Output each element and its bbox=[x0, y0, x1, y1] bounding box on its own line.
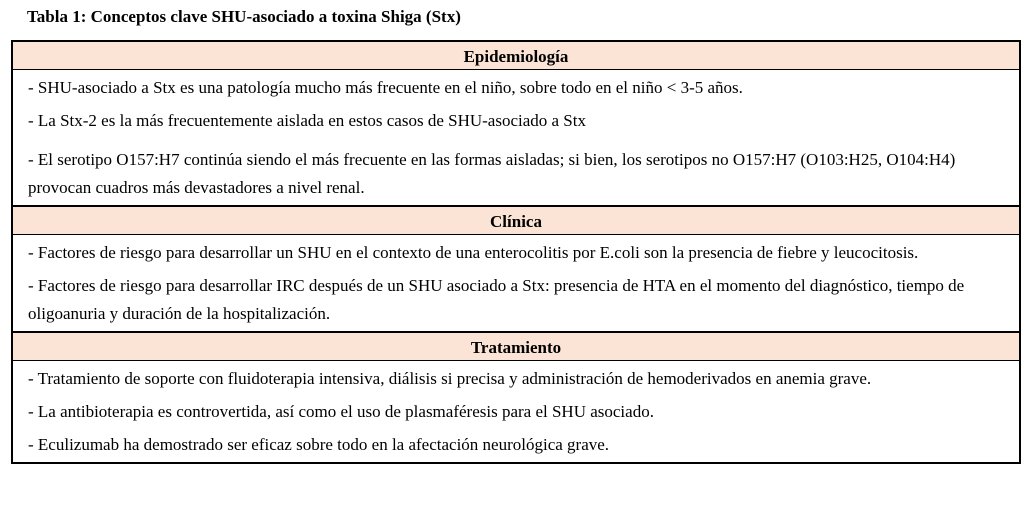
section-body-epidemiologia bbox=[13, 70, 1019, 207]
list-item: - Tratamiento de soporte con fluidoterapia intensiva, diálisis si precisa y administración de hemoderivados en anemia grave. bbox=[28, 369, 872, 388]
section-header-epidemiologia: Epidemiología bbox=[13, 42, 1019, 70]
section-body-clinica bbox=[13, 235, 1019, 333]
table-caption: Tabla 1: Conceptos clave SHU-asociado a toxina Shiga (Stx) bbox=[27, 7, 461, 26]
list-item: - El serotipo O157:H7 continúa siendo el más frecuente en las formas aisladas; si bien, los serotipos no O157:H7 (O103:H25, O104:H4) provocan cuadros más devastadores a nivel renal. bbox=[28, 150, 956, 197]
list-item: - La Stx-2 es la más frecuentemente aislada en estos casos de SHU-asociado a Stx bbox=[28, 111, 586, 130]
list-item: - Factores de riesgo para desarrollar IRC después de un SHU asociado a Stx: presencia de HTA en el momento del diagnóstico, tiempo de oligoanuria y duración de la hospitalización. bbox=[28, 276, 965, 323]
list-item: - La antibioterapia es controvertida, así como el uso de plasmaféresis para el SHU asociado. bbox=[28, 402, 654, 421]
list-item: - SHU-asociado a Stx es una patología mucho más frecuente en el niño, sobre todo en el niño < 3-5 años. bbox=[28, 78, 743, 97]
section-header-tratamiento: Tratamiento bbox=[13, 333, 1019, 361]
section-header-clinica: Clínica bbox=[13, 207, 1019, 235]
list-item: - Factores de riesgo para desarrollar un SHU en el contexto de una enterocolitis por E.coli son la presencia de fiebre y leucocitosis. bbox=[28, 243, 919, 262]
key-concepts-table bbox=[11, 40, 1021, 464]
list-item: - Eculizumab ha demostrado ser eficaz sobre todo en la afectación neurológica grave. bbox=[28, 435, 610, 454]
section-body-tratamiento bbox=[13, 361, 1019, 462]
